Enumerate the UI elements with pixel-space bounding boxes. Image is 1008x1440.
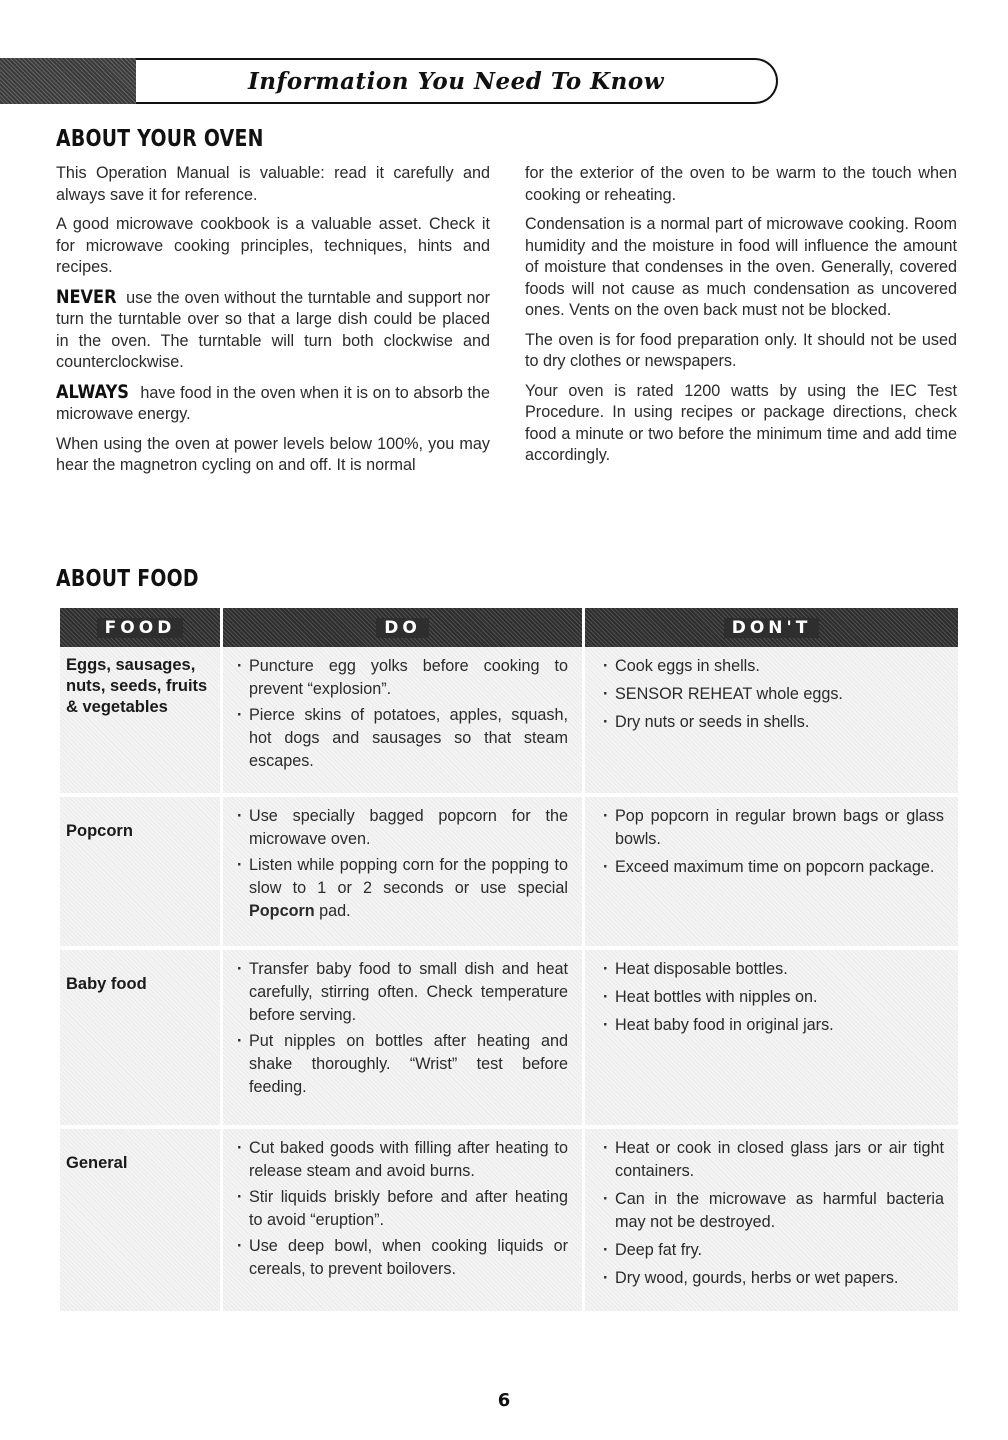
oven-paragraph-text: Condensation is a normal part of microwave cooking. Room humidity and the moisture in food will influence the amount of moisture that condenses in the oven. Generally, covered foods will not cause as much condensation as uncovered ones. Vents on the oven back must not be blocked. <box>525 215 957 319</box>
column-header-dont <box>585 608 958 647</box>
food-name: Eggs, sausages, nuts, seeds, fruits & vegetables <box>66 656 208 716</box>
food-table <box>60 608 958 1311</box>
list-item: · Cut baked goods with filling after heating to release steam and avoid burns. <box>237 1137 568 1183</box>
oven-paragraph-text: Your oven is rated 1200 watts by using the IEC Test Procedure. In using recipes or package directions, check food a minute or two before the minimum time and add time accordingly. <box>525 381 957 464</box>
dont-cell <box>585 647 958 793</box>
oven-paragraph-text: When using the oven at power levels below 100%, you may hear the magnetron cycling on and off. It is normal <box>56 434 490 474</box>
column-header-food <box>60 608 220 647</box>
list-item: · Transfer baby food to small dish and heat carefully, stirring often. Check temperature before serving. <box>237 958 568 1027</box>
oven-column-left <box>56 163 490 477</box>
oven-paragraph-text: have food in the oven when it is on to absorb the microwave energy. <box>56 383 490 423</box>
oven-paragraph <box>56 434 490 477</box>
do-cell <box>223 797 582 946</box>
list-item: · Use specially bagged popcorn for the microwave oven. <box>237 805 568 851</box>
food-cell <box>60 950 220 1125</box>
page-number: 6 <box>497 1390 511 1411</box>
oven-paragraph <box>56 163 490 206</box>
dont-cell <box>585 797 958 946</box>
oven-paragraph-text: A good microwave cookbook is a valuable asset. Check it for microwave cooking principles, techniques, hints and recipes. <box>56 215 490 276</box>
list-item: · Put nipples on bottles after heating and shake thoroughly. “Wrist” test before feeding. <box>237 1030 568 1099</box>
food-cell <box>60 1129 220 1311</box>
food-cell <box>60 797 220 946</box>
list-item: · Cook eggs in shells. <box>603 655 944 678</box>
list-item: · Can in the microwave as harmful bacteria may not be destroyed. <box>603 1188 944 1234</box>
dont-cell <box>585 950 958 1125</box>
list-item: · Heat or cook in closed glass jars or air tight containers. <box>603 1137 944 1183</box>
oven-paragraph <box>525 381 957 467</box>
list-item: · Heat disposable bottles. <box>603 958 944 981</box>
list-item <box>237 854 568 923</box>
list-item: · Stir liquids briskly before and after heating to avoid “eruption”. <box>237 1186 568 1232</box>
oven-paragraph <box>525 163 957 206</box>
oven-paragraph-text: This Operation Manual is valuable: read it carefully and always save it for reference. <box>56 164 490 204</box>
food-table-header <box>60 608 958 647</box>
column-header-do-label: DO <box>376 618 429 638</box>
banner-hatch-block <box>0 58 136 104</box>
never-lead: NEVER <box>56 285 117 308</box>
table-row <box>60 1129 958 1311</box>
list-item: · Puncture egg yolks before cooking to prevent “explosion”. <box>237 655 568 701</box>
oven-paragraph-text: use the oven without the turntable and support nor turn the turntable over so that a large dish could be placed in the oven. The turntable will turn both clockwise and counterclockwise. <box>56 288 491 371</box>
oven-paragraph-text: The oven is for food preparation only. It should not be used to dry clothes or newspapers. <box>525 330 957 370</box>
list-item: · Dry nuts or seeds in shells. <box>603 711 944 734</box>
table-row <box>60 950 958 1125</box>
list-item-text-end: pad. <box>319 902 351 920</box>
table-row <box>60 647 958 793</box>
do-cell <box>223 1129 582 1311</box>
page-banner <box>0 58 790 104</box>
list-item: · SENSOR REHEAT whole eggs. <box>603 683 944 706</box>
oven-paragraph <box>525 330 957 373</box>
food-name: General <box>66 1154 128 1172</box>
oven-paragraph <box>56 214 490 279</box>
column-header-dont-label: DON'T <box>724 618 820 638</box>
list-item: · Dry wood, gourds, herbs or wet papers. <box>603 1267 944 1290</box>
food-name: Popcorn <box>66 822 133 840</box>
oven-paragraph-always <box>56 382 490 426</box>
do-cell <box>223 647 582 793</box>
banner-frame <box>136 58 778 104</box>
oven-column-right <box>525 163 957 467</box>
table-row <box>60 797 958 946</box>
oven-paragraph-never <box>56 287 490 374</box>
column-header-food-label: FOOD <box>97 618 184 638</box>
oven-paragraph <box>525 214 957 322</box>
food-name: Baby food <box>66 975 147 993</box>
dont-cell <box>585 1129 958 1311</box>
section-heading-oven: ABOUT YOUR OVEN <box>56 126 264 152</box>
do-cell <box>223 950 582 1125</box>
list-item: · Pierce skins of potatoes, apples, squash, hot dogs and sausages so that steam escapes. <box>237 704 568 773</box>
list-item: · Exceed maximum time on popcorn package. <box>603 856 944 879</box>
column-header-do <box>223 608 582 647</box>
popcorn-pad-label: Popcorn <box>249 902 315 920</box>
list-item: · Use deep bowl, when cooking liquids or cereals, to prevent boilovers. <box>237 1235 568 1281</box>
list-item: · Heat baby food in original jars. <box>603 1014 944 1037</box>
banner-title: Information You Need To Know <box>247 67 665 95</box>
food-cell <box>60 647 220 793</box>
always-lead: ALWAYS <box>56 380 129 403</box>
list-item-text: Listen while popping corn for the popping to slow to 1 or 2 seconds or use special <box>249 856 568 897</box>
oven-paragraph-text: for the exterior of the oven to be warm to the touch when cooking or reheating. <box>525 164 957 204</box>
list-item: · Heat bottles with nipples on. <box>603 986 944 1009</box>
list-item: · Deep fat fry. <box>603 1239 944 1262</box>
section-heading-food: ABOUT FOOD <box>56 566 199 592</box>
list-item: · Pop popcorn in regular brown bags or glass bowls. <box>603 805 944 851</box>
